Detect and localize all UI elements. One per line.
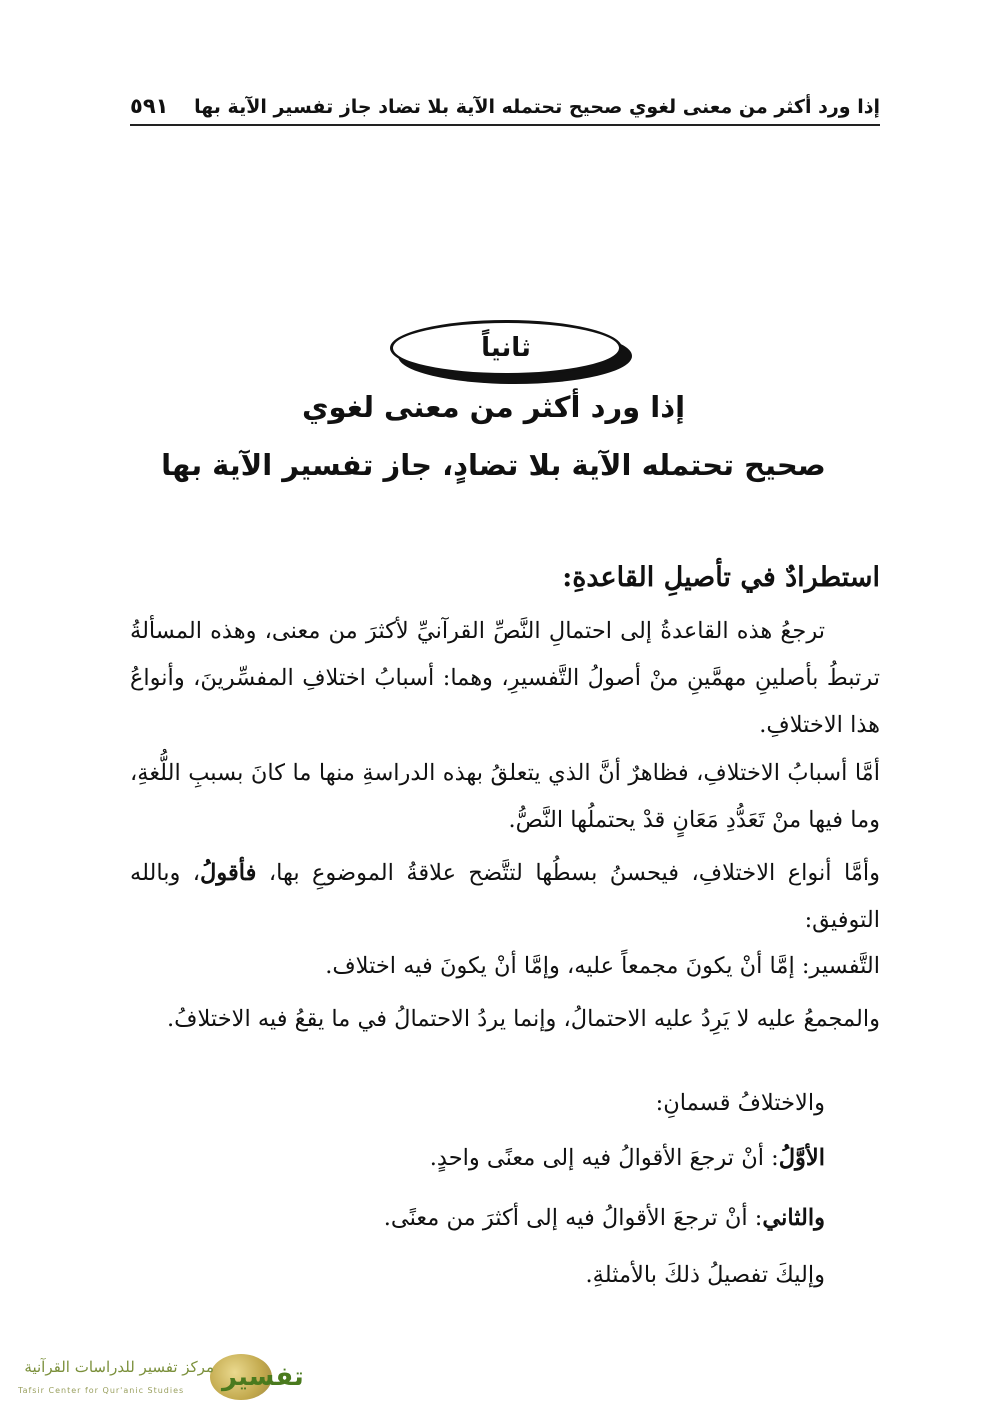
- chapter-title-line-2: صحيح تحتمله الآية بلا تضادٍ، جاز تفسير الآية بها: [161, 448, 826, 482]
- paragraph-1: ترجعُ هذه القاعدةُ إلى احتمالِ النَّصِّ القرآنيِّ لأكثرَ من معنى، وهذه المسألةُ ترتبطُ بأصلينِ مهمَّينِ منْ أصولُ التَّفسيرِ، وهما: أسبابُ اختلافِ المفسِّرينَ، وأنواعُ هذا الاختلافِ.: [130, 618, 880, 738]
- line-second: [384, 1205, 825, 1231]
- paragraph-3-main: وأمَّا أنواع الاختلافِ، فيحسنُ بسطُها لتتَّضح علاقةُ الموضوعِ بها،: [256, 860, 880, 886]
- line-second-tail: : أنْ ترجعَ الأقوالُ فيه إلى أكثرَ من معنًى.: [383, 1205, 763, 1231]
- chapter-title-line-1: إذا ورد أكثر من معنى لغوي: [301, 390, 686, 424]
- paragraph-3-lead: فأقولُ: [200, 860, 257, 886]
- paragraph-3-tail: ، وبالله التوفيق:: [130, 860, 880, 933]
- line-details: وإليكَ تفصيلُ ذلكَ بالأمثلةِ.: [585, 1262, 825, 1288]
- logo-arabic-text: مركز تفسير للدراسات القرآنية: [24, 1358, 214, 1376]
- chapter-badge: [390, 318, 636, 388]
- running-title: إذا ورد أكثر من معنى لغوي صحيح تحتمله الآية بلا تضاد جاز تفسير الآية بها: [194, 96, 880, 118]
- page-number: ٥٩١: [130, 94, 169, 118]
- line-first: [430, 1145, 825, 1171]
- running-header: [130, 82, 880, 126]
- logo-mark: تفسير: [222, 1362, 304, 1392]
- paragraph-2: أمَّا أسبابُ الاختلافِ، فظاهرٌ أنَّ الذي يتعلقُ بهذه الدراسةِ منها ما كانَ بسببِ اللُّغةِ، وما فيها منْ تَعَدُّدِ مَعَانٍ قدْ يحتملُها النَّصُّ.: [130, 760, 880, 833]
- line-second-lead: والثاني: [762, 1205, 825, 1231]
- logo-english-text: Tafsir Center for Qur'anic Studies: [18, 1386, 185, 1395]
- line-divisions: والاختلافُ قسمانِ:: [655, 1090, 825, 1116]
- paragraph-5: والمجمعُ عليه لا يَرِدُ عليه الاحتمالُ، وإنما يردُ الاحتمالُ في ما يقعُ فيه الاختلافُ.: [167, 1006, 880, 1032]
- badge-label: ثانياً: [390, 320, 622, 376]
- paragraph-4: التَّفسير: إمَّا أنْ يكونَ مجمعاً عليه، وإمَّا أنْ يكونَ فيه اختلاف.: [325, 953, 880, 979]
- section-heading: استطرادٌ في تأصيلِ القاعدةِ:: [562, 562, 880, 593]
- publisher-logo: [14, 1350, 304, 1408]
- line-first-lead: الأوَّلُ: [778, 1145, 825, 1171]
- paragraph-3: [130, 850, 880, 944]
- line-first-tail: : أنْ ترجعَ الأقوالُ فيه إلى معنًى واحدٍ.: [429, 1145, 779, 1171]
